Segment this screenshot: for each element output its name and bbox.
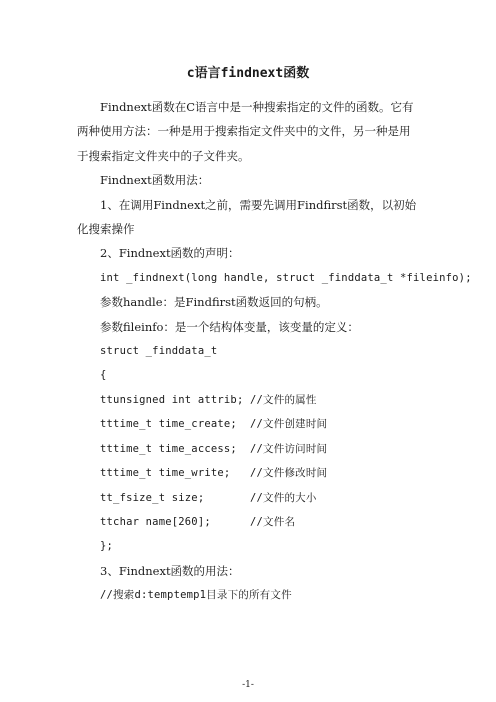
struct-line: ttchar name[260]; //文件名 bbox=[100, 515, 296, 528]
function-declaration: int _findnext(long handle, struct _finddata_t *fileinfo); bbox=[100, 271, 472, 284]
struct-line: tttime_t time_access; //文件访问时间 bbox=[100, 442, 328, 455]
document-body bbox=[77, 95, 472, 608]
step-1-paragraph: 1、在调用Findnext之前，需要先调用Findfirst函数，以初始化搜索操作 bbox=[77, 197, 417, 237]
param-handle-line: 参数handle：是Findfirst函数返回的句柄。 bbox=[100, 295, 328, 310]
usage-label: Findnext函数用法： bbox=[100, 173, 210, 188]
document-title: c语言findnext函数 bbox=[186, 66, 310, 81]
struct-line: { bbox=[100, 369, 107, 382]
struct-line: }; bbox=[100, 540, 114, 553]
step-2-heading: 2、Findnext函数的声明： bbox=[100, 246, 240, 261]
page-number: -1- bbox=[242, 680, 254, 690]
step-3-heading: 3、Findnext函数的用法： bbox=[100, 563, 240, 578]
struct-line: ttunsigned int attrib; //文件的属性 bbox=[100, 393, 317, 406]
struct-line: tttime_t time_write; //文件修改时间 bbox=[100, 467, 328, 480]
struct-line: struct _finddata_t bbox=[100, 345, 218, 358]
intro-paragraph: Findnext函数在C语言中是一种搜索指定的文件的函数。它有两种使用方法：一种是用于搜索指定文件夹中的文件，另一种是用于搜索指定文件夹中的子文件夹。 bbox=[77, 100, 414, 163]
struct-line: tt_fsize_t size; //文件的大小 bbox=[100, 491, 317, 504]
param-fileinfo-line: 参数fileinfo：是一个结构体变量，该变量的定义： bbox=[100, 319, 359, 334]
struct-line: tttime_t time_create; //文件创建时间 bbox=[100, 418, 328, 431]
search-comment-line: //搜索d:temptemp1目录下的所有文件 bbox=[100, 589, 292, 602]
